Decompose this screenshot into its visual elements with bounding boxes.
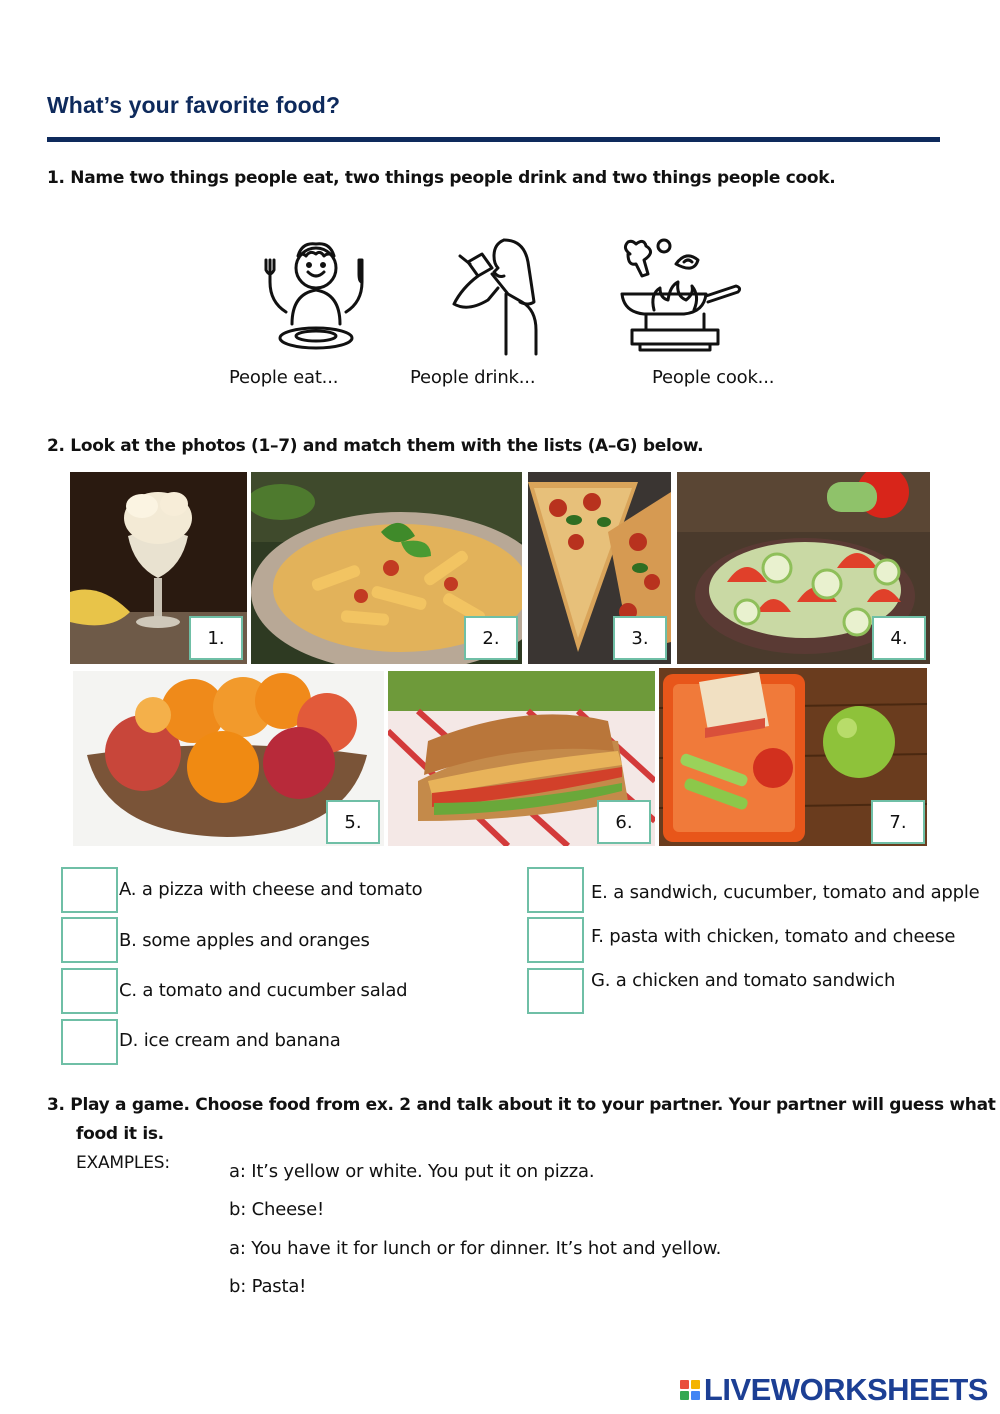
photo-sandwich: [388, 671, 655, 846]
answer-box-a[interactable]: [61, 867, 118, 913]
answer-box-f[interactable]: [527, 917, 584, 963]
option-b: B. some apples and oranges: [119, 930, 370, 951]
liveworksheets-logo-icon: [680, 1380, 700, 1400]
liveworksheets-logo[interactable]: [680, 1372, 988, 1408]
photo-number: 6.: [597, 800, 651, 844]
answer-box-c[interactable]: [61, 968, 118, 1014]
drinking-person-icon: [448, 234, 548, 356]
brand-name: LIVEWORKSHEETS: [703, 1372, 988, 1407]
option-e: E. a sandwich, cucumber, tomato and apple: [591, 882, 980, 903]
answer-box-d[interactable]: [61, 1019, 118, 1065]
photo-pasta: [251, 472, 522, 664]
photo-number: 3.: [613, 616, 667, 660]
option-d: D. ice cream and banana: [119, 1030, 341, 1051]
option-g: G. a chicken and tomato sandwich: [591, 970, 896, 991]
example-line: b: Pasta!: [229, 1276, 307, 1297]
example-line: a: It’s yellow or white. You put it on pizza.: [229, 1161, 595, 1182]
label-people-eat: People eat...: [229, 367, 339, 388]
answer-box-b[interactable]: [61, 917, 118, 963]
question-2-prompt: 2. Look at the photos (1–7) and match them with the lists (A–G) below.: [47, 436, 704, 456]
photo-salad: [677, 472, 930, 664]
photo-fruit: [73, 671, 384, 846]
photo-ice-cream: [70, 472, 247, 664]
photo-pizza: [528, 472, 671, 664]
photo-number: 1.: [189, 616, 243, 660]
option-c: C. a tomato and cucumber salad: [119, 980, 408, 1001]
photo-number: 2.: [464, 616, 518, 660]
photo-number: 7.: [871, 800, 925, 844]
question-3-prompt: 3. Play a game. Choose food from ex. 2 and talk about it to your partner. Your partner will guess what: [47, 1095, 996, 1115]
example-line: a: You have it for lunch or for dinner. It’s hot and yellow.: [229, 1238, 722, 1259]
option-a: A. a pizza with cheese and tomato: [119, 879, 423, 900]
question-3-prompt-cont: food it is.: [76, 1124, 164, 1144]
cooking-pan-icon: [618, 234, 744, 354]
photo-number: 5.: [326, 800, 380, 844]
answer-box-e[interactable]: [527, 867, 584, 913]
photo-number: 4.: [872, 616, 926, 660]
eating-person-icon: [256, 234, 376, 354]
answer-box-g[interactable]: [527, 968, 584, 1014]
example-line: b: Cheese!: [229, 1199, 325, 1220]
label-people-cook: People cook...: [652, 367, 775, 388]
label-people-drink: People drink...: [410, 367, 536, 388]
question-1-prompt: 1. Name two things people eat, two things people drink and two things people cook.: [47, 168, 836, 188]
examples-label: EXAMPLES:: [76, 1153, 170, 1173]
option-f: F. pasta with chicken, tomato and cheese: [591, 926, 956, 947]
photo-lunchbox: [659, 668, 927, 846]
page-title: What’s your favorite food?: [47, 92, 341, 118]
title-divider: [47, 137, 940, 142]
